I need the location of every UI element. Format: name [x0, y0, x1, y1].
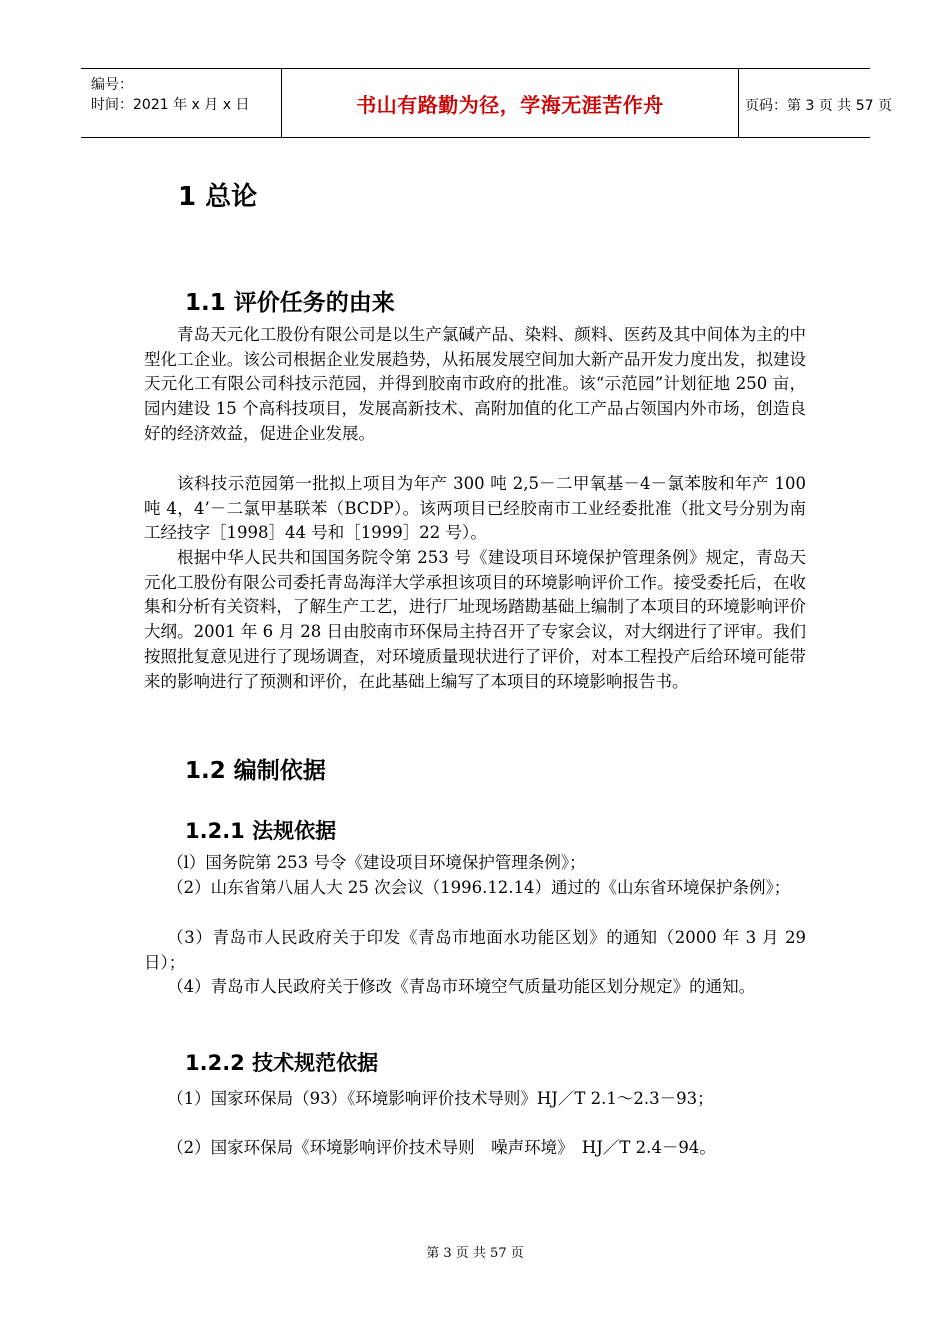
header-left-cell [81, 69, 281, 137]
date-line: 时间：2021 年 x 月 x 日 [91, 97, 250, 113]
paragraph: 根据中华人民共和国国务院令第 253 号《建设项目环境保护管理条例》规定，青岛天元化工股份有限公司委托青岛海洋大学承担该项目的环境影响评价工作。接受委托后，在收集和分析有关资料，了解生产工艺，进行厂址现场踏勘基础上编制了本项目的环境影响评价大纲。2001 年 6 月 28 日由胶南市环保局主持召开了专家会议，对大纲进行了评审。我们按照批复意见进行了现场调查，对环境质量现状进行了评价，对本工程投产后给环境可能带来的影响进行了预测和评价，在此基础上编写了本项目的环境影响报告书。 [144, 548, 806, 691]
paragraph: 该科技示范园第一批拟上项目为年产 300 吨 2,5－二甲氧基－4－氯苯胺和年产 100 吨 4，4’－二氯甲基联苯（BCDP）。该两项目已经胶南市工业经委批准（批文号分别为南工经技字［1998］44 号和［1999］22 号）。 [144, 474, 806, 543]
page-footer: 第 3 页 共 57 页 [426, 1246, 524, 1261]
list-item: （4）青岛市人民政府关于修改《青岛市环境空气质量功能区划分规定》的通知。 [167, 977, 756, 996]
paragraph: 青岛天元化工股份有限公司是以生产氯碱产品、染料、颜料、医药及其中间体为主的中型化工企业。该公司根据企业发展趋势，从拓展发展空间加大新产品开发力度出发，拟建设天元化工有限公司科技示范园，并得到胶南市政府的批准。该“示范园”计划征地 250 亩，园内建设 15 个高科技项目，发展高新技术、高附加值的化工产品占领国内外市场，创造良好的经济效益，促进企业发展。 [144, 325, 806, 443]
list-item: （1）国家环保局（93）《环境影响评价技术导则》HJ／T 2.1～2.3－93； [167, 1089, 714, 1108]
header-right-cell [739, 69, 892, 137]
section-title-1-1: 1.1 评价任务的由来 [185, 290, 395, 316]
section-title-1-2: 1.2 编制依据 [185, 758, 326, 784]
serial-label: 编号： [91, 77, 133, 93]
page-info: 页码：第 3 页 共 57 页 [745, 98, 892, 114]
header-center-cell [281, 69, 739, 137]
list-item: （2）山东省第八届人大 25 次会议（1996.12.14）通过的《山东省环境保护条例》； [167, 878, 791, 897]
motto: 书山有路勤为径，学海无涯苦作舟 [356, 93, 664, 117]
list-item: （2）国家环保局《环境影响评价技术导则 噪声环境》 HJ／T 2.4－94。 [167, 1138, 716, 1157]
chapter-title: 1 总论 [178, 182, 258, 212]
page-header-table [81, 68, 892, 138]
list-item: （l）国务院第 253 号令《建设项目环境保护管理条例》； [167, 853, 586, 872]
list-item: （3）青岛市人民政府关于印发《青岛市地面水功能区划》的通知（2000 年 3 月 29 日）； [144, 928, 806, 972]
section-title-1-2-1: 1.2.1 法规依据 [185, 819, 337, 843]
section-title-1-2-2: 1.2.2 技术规范依据 [185, 1051, 379, 1075]
